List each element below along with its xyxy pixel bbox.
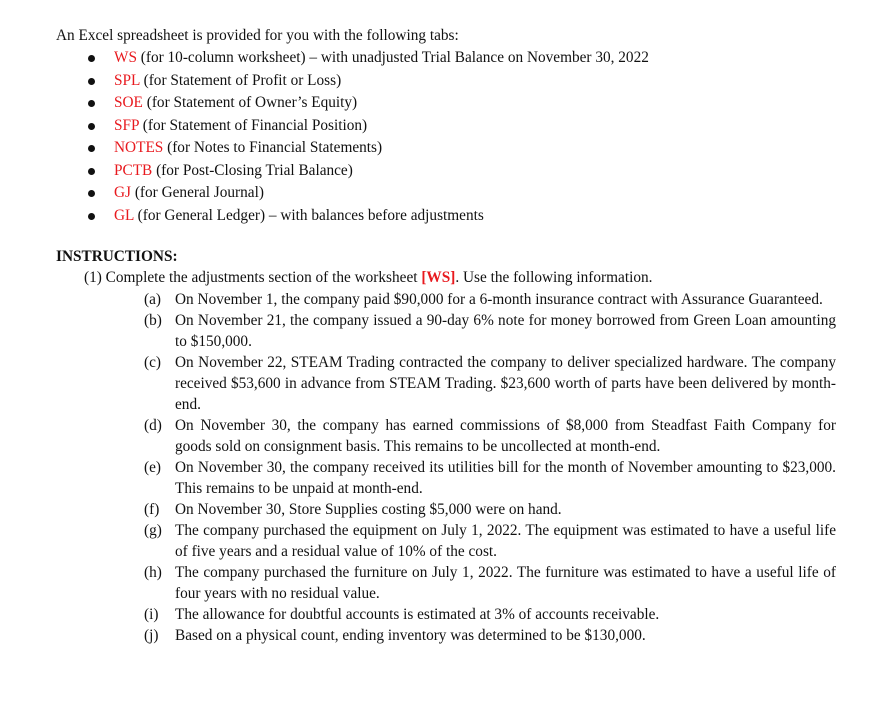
adjustment-item bbox=[0, 499, 884, 520]
step-text-before: Complete the adjustments section of the worksheet bbox=[101, 269, 422, 286]
item-text: The company purchased the equipment on July 1, 2022. The equipment was estimated to have a useful life of five years and a residual value of 10% of the cost. bbox=[175, 522, 836, 560]
item-marker: (g) bbox=[144, 522, 162, 539]
item-marker: (d) bbox=[144, 417, 162, 434]
adjustment-item bbox=[0, 352, 884, 415]
tab-code: SOE bbox=[114, 94, 143, 111]
tab-code: NOTES bbox=[114, 139, 164, 156]
tab-description: (for Statement of Financial Position) bbox=[138, 116, 368, 134]
item-marker: (a) bbox=[144, 291, 161, 308]
item-marker: (i) bbox=[144, 606, 159, 623]
bullet-icon bbox=[88, 78, 95, 85]
item-marker: (e) bbox=[144, 459, 161, 476]
step-text-after: . Use the following information. bbox=[455, 269, 653, 286]
instruction-step bbox=[84, 268, 652, 288]
bullet-icon bbox=[88, 190, 95, 197]
item-text: Based on a physical count, ending inventory was determined to be $130,000. bbox=[175, 627, 646, 644]
bullet-icon bbox=[88, 100, 95, 107]
adjustment-item bbox=[0, 415, 884, 457]
item-text: On November 1, the company paid $90,000 for a 6-month insurance contract with Assurance Guaranteed. bbox=[175, 291, 823, 308]
tab-description: (for General Ledger) – with balances before adjustments bbox=[133, 206, 484, 224]
item-text: The allowance for doubtful accounts is estimated at 3% of accounts receivable. bbox=[175, 606, 660, 623]
item-marker: (f) bbox=[144, 501, 160, 518]
bullet-icon bbox=[88, 168, 95, 175]
tab-description: (for Statement of Owner’s Equity) bbox=[142, 94, 358, 111]
item-text: On November 30, Store Supplies costing $5,000 were on hand. bbox=[175, 501, 562, 518]
tab-description: (for General Journal) bbox=[131, 184, 264, 201]
instructions-heading: INSTRUCTIONS: bbox=[56, 248, 178, 265]
adjustment-item bbox=[0, 289, 884, 310]
item-text: On November 22, STEAM Trading contracted the company to deliver specialized hardware. The company received $53,600 in advance from STEAM Trading. $23,600 worth of parts have been delivered by month-end. bbox=[175, 354, 836, 413]
adjustment-item bbox=[0, 604, 884, 625]
tab-code: GL bbox=[114, 206, 134, 224]
tab-description: (for 10-column worksheet) – with unadjusted Trial Balance on November 30, 2022 bbox=[136, 49, 649, 66]
tab-description: (for Notes to Financial Statements) bbox=[163, 139, 383, 156]
tab-code: PCTB bbox=[114, 161, 153, 179]
adjustment-item bbox=[0, 457, 884, 499]
bullet-icon bbox=[88, 123, 95, 130]
bullet-icon bbox=[88, 213, 95, 220]
tab-code: SPL bbox=[114, 71, 140, 89]
adjustment-item bbox=[0, 520, 884, 562]
item-marker: (c) bbox=[144, 354, 161, 371]
step-worksheet-ref: [WS] bbox=[421, 269, 456, 286]
tab-description: (for Statement of Profit or Loss) bbox=[139, 71, 342, 89]
item-marker: (b) bbox=[144, 312, 162, 329]
item-marker: (j) bbox=[144, 627, 159, 644]
adjustment-item bbox=[0, 310, 884, 352]
tab-description: (for Post-Closing Trial Balance) bbox=[152, 161, 353, 179]
item-marker: (h) bbox=[144, 564, 162, 581]
tab-code: GJ bbox=[114, 184, 131, 201]
adjustment-list bbox=[0, 289, 884, 646]
intro-text: An Excel spreadsheet is provided for you with the following tabs: bbox=[56, 27, 459, 44]
step-number: (1) bbox=[84, 269, 102, 286]
bullet-icon bbox=[88, 145, 95, 152]
item-text: On November 21, the company issued a 90-day 6% note for money borrowed from Green Loan amounting to $150,000. bbox=[175, 312, 836, 350]
tab-code: WS bbox=[114, 49, 137, 66]
bullet-icon bbox=[88, 55, 95, 62]
tab-code: SFP bbox=[114, 116, 139, 134]
adjustment-item bbox=[0, 625, 884, 646]
item-text: The company purchased the furniture on July 1, 2022. The furniture was estimated to have a useful life of four years with no residual value. bbox=[175, 564, 836, 602]
adjustment-item bbox=[0, 562, 884, 604]
item-text: On November 30, the company received its utilities bill for the month of November amounting to $23,000. This remains to be unpaid at month-end. bbox=[175, 459, 836, 497]
item-text: On November 30, the company has earned commissions of $8,000 from Steadfast Faith Company for goods sold on consignment basis. This remains to be uncollected at month-end. bbox=[175, 417, 836, 455]
